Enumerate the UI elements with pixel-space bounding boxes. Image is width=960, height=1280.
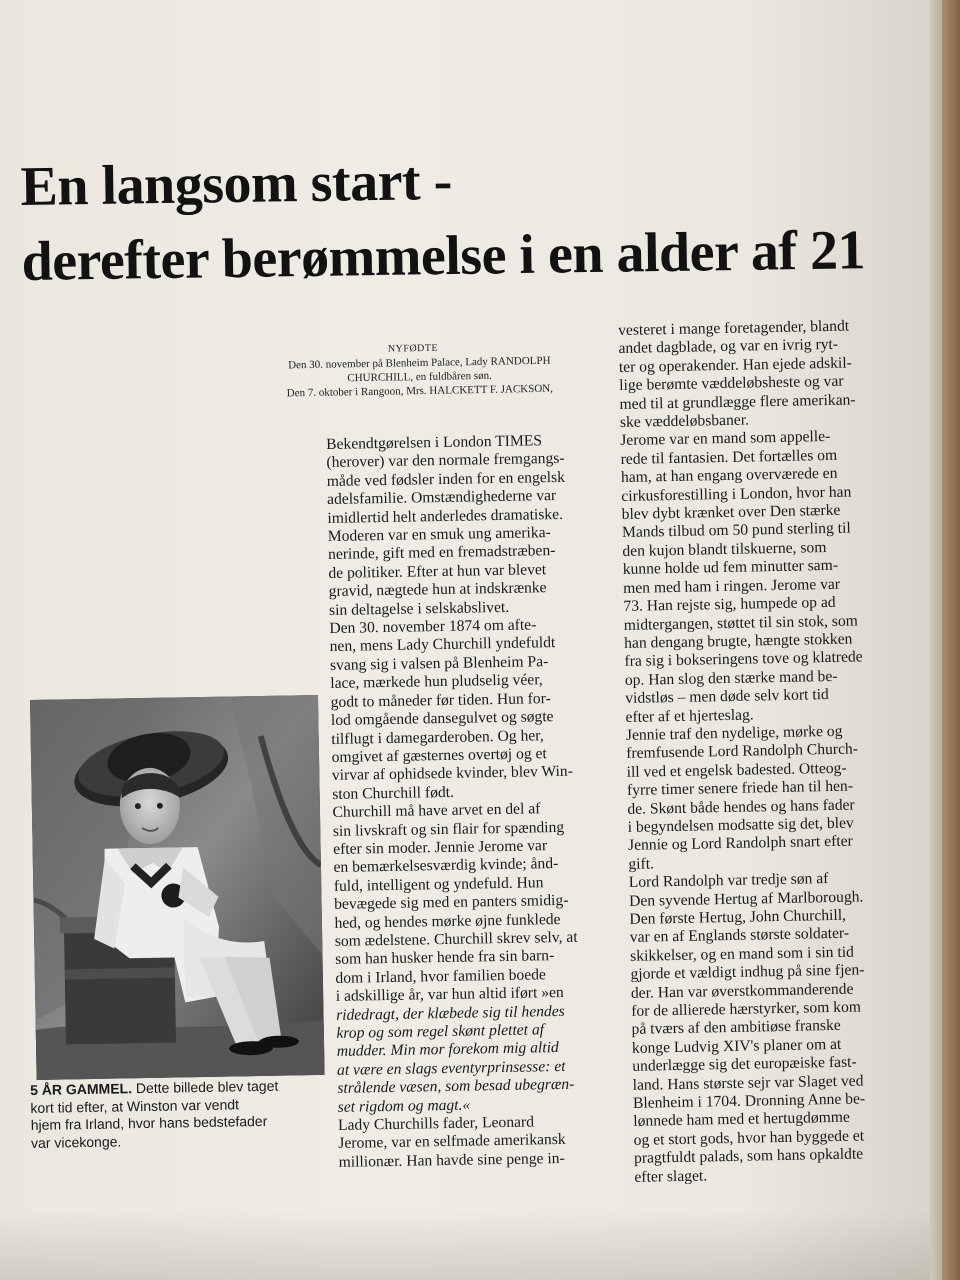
text-line: på tværs af den ambitiøse franske xyxy=(631,1017,841,1039)
text-line-italic: at være en slags eventyrprinsesse: et xyxy=(336,1057,566,1079)
text-line-italic: krop og som regel skønt plettet af xyxy=(336,1021,545,1042)
text-line: imidlertid helt anderledes dramatiske. xyxy=(327,505,564,527)
text-line: Blenheim i 1704. Dronning Anne be- xyxy=(632,1090,866,1112)
text-line: (herover) var den normale fremgangs- xyxy=(326,450,565,472)
notice-line: Den 30. november på Blenheim Palace, Lady RANDOLPH xyxy=(288,354,551,372)
text-line: Moderen var en smuk ung amerika- xyxy=(327,524,551,546)
text-line: land. Hans største sejr var Slaget ved xyxy=(632,1072,864,1094)
page-shadow xyxy=(0,1210,930,1280)
text-line: nerinde, gift med en fremadstræben- xyxy=(327,542,556,564)
text-line: Lord Randolph var tredje søn af xyxy=(628,870,829,892)
caption-line: kort tid efter, at Winston var vendt xyxy=(30,1095,240,1116)
text-line: Jerome, var en selfmade amerikansk xyxy=(338,1131,566,1153)
text-line: rede til fantasien. Det fortælles om xyxy=(620,446,838,468)
text-line: blev dybt krænket over Den stærke xyxy=(621,501,841,524)
text-line: lace, mærkede hun pludselig véer, xyxy=(330,671,543,693)
caption-text: Dette billede blev taget xyxy=(131,1077,279,1097)
text-line: lønnede ham med et hertugdømme xyxy=(633,1109,850,1131)
text-line: tilflugt i damegarderoben. Og her, xyxy=(331,726,544,748)
text-line: lige berømte væddeløbsheste og var xyxy=(619,372,844,395)
text-line: midtergangen, støttet til sin stok, som xyxy=(623,611,858,634)
text-line: andet dagblade, og var en ivrig ryt- xyxy=(618,336,839,358)
text-line: de politiker. Efter at hun var blevet xyxy=(328,561,547,582)
text-line: en bemærkelsesværdig kvinde; ånd- xyxy=(333,855,559,877)
text-line: vidstløs – men døde selv kort tid xyxy=(625,686,829,708)
text-line: sin livskraft og sin flair for spænding xyxy=(332,818,565,840)
text-line-italic: set rigdom og magt.« xyxy=(337,1096,471,1116)
text-line: Jennie traf den nydelige, mørke og xyxy=(625,722,843,744)
caption-line: var vicekonge. xyxy=(30,1132,122,1151)
text-line: den kujon blandt tilskuerne, som xyxy=(622,538,827,560)
text-line: vesteret i mange foretagender, blandt xyxy=(618,317,850,339)
text-line: op. Han slog den stærke mand be- xyxy=(624,667,838,689)
text-line: efter sin moder. Jennie Jerome var xyxy=(333,837,548,858)
article-column-1 xyxy=(326,431,624,1172)
text-line: ston Churchill født. xyxy=(332,783,455,803)
text-line: gift. xyxy=(628,855,655,873)
text-line: cirkusforestilling i London, hvor han xyxy=(621,483,852,505)
text-line: gjorde et vældigt indhug på sine fjen- xyxy=(630,961,865,984)
text-line: omgivet af gæsternes overtøj og et xyxy=(331,745,547,766)
text-line: efter af et hjerteslag. xyxy=(625,706,754,726)
text-line: som han husker hende fra sin barn- xyxy=(334,947,555,969)
headline-line-1: En langsom start - xyxy=(20,149,453,218)
text-line: fremfusende Lord Randolph Church- xyxy=(626,740,859,763)
text-line: som ædelstene. Churchill skrev selv, at xyxy=(334,928,578,950)
text-line: han dengang brugte, hængte stokken xyxy=(624,630,853,652)
text-line: skikkelser, og en mand som i sin tid xyxy=(630,943,855,965)
text-line: men med ham i ringen. Jerome var xyxy=(622,575,841,597)
notice-heading: NYFØDTE xyxy=(387,342,439,355)
text-line: Jerome var en mand som appelle- xyxy=(620,428,831,450)
photo-caption xyxy=(30,1077,323,1152)
childhood-photo xyxy=(30,695,325,1080)
notice-line: CHURCHILL, en fuldbåren søn. xyxy=(347,369,492,385)
text-line: sin deltagelse i selskabslivet. xyxy=(328,598,510,619)
text-line: konge Ludvig XIV's planer om at xyxy=(631,1035,842,1057)
text-line: godt to måneder før tiden. Hun for- xyxy=(330,689,551,711)
text-line: med til at grundlægge flere amerikan- xyxy=(619,391,856,413)
text-line: Den 30. november 1874 om afte- xyxy=(329,616,537,638)
text-line: og et stort gods, hvor han byggede et xyxy=(633,1127,865,1149)
caption-bold-label: 5 ÅR GAMMEL. xyxy=(30,1080,133,1098)
text-line: underlægge sig det europæiske fast- xyxy=(632,1053,857,1076)
text-line: ill ved et engelsk badested. Otteog- xyxy=(626,759,847,781)
text-line: ter og operakender. Han ejede adskil- xyxy=(618,354,852,376)
text-line: ske væddeløbsbaner. xyxy=(619,411,750,432)
text-line-italic: mudder. Min mor forekom mig altid xyxy=(336,1039,559,1061)
text-line: fyrre timer senere friede han til hen- xyxy=(626,777,854,800)
text-line: svang sig i valsen på Blenheim Pa- xyxy=(329,653,549,674)
text-line: fuld, intelligent og yndefuld. Hun xyxy=(333,874,544,895)
caption-line: hjem fra Irland, hvor hans bedstefader xyxy=(30,1112,268,1133)
text-line: i begyndelsen modsatte sig det, blev xyxy=(627,814,854,836)
text-line: millionær. Han havde sine penge in- xyxy=(338,1149,565,1171)
text-line: bevægede sig med en panters smidig- xyxy=(334,891,569,914)
notice-line: Den 7. oktober i Rangoon, Mrs. HALCKETT F. JACKSON, xyxy=(286,382,554,400)
text-line: pragtfuldt palads, som hans opkaldte xyxy=(633,1145,864,1168)
text-line: 73. Han rejste sig, humpede op ad xyxy=(623,593,836,616)
text-line: lod omgående dansegulvet og søgte xyxy=(330,708,554,730)
text-line: Lady Churchills fader, Leonard xyxy=(337,1113,535,1134)
birth-notice xyxy=(250,339,589,401)
text-line: for de allierede hærstyrker, som kom xyxy=(631,998,862,1020)
text-line: Churchill må have arvet en del af xyxy=(332,800,541,822)
text-line: adelsfamilie. Omstændighederne var xyxy=(326,487,557,509)
text-line: de. Skønt både hendes og hans fader xyxy=(627,796,855,818)
text-line-italic: strålende væsen, som besad ubegræn- xyxy=(337,1075,575,1098)
text-line: Bekendtgørelsen i London TIMES xyxy=(326,432,543,453)
text-line-italic: ridedragt, der klæbede sig til hendes xyxy=(335,1002,565,1024)
text-line: der. Han var øverstkommanderende xyxy=(630,980,854,1002)
text-line: Mands tilbud om 50 pund sterling til xyxy=(621,520,851,542)
headline xyxy=(20,137,922,300)
text-line: efter slaget. xyxy=(634,1167,708,1186)
article-column-2 xyxy=(618,316,940,1187)
text-line: Den første Hertug, John Churchill, xyxy=(629,906,847,928)
text-line: virvar af ophidsede kvinder, blev Win- xyxy=(331,763,574,785)
text-line: Jennie og Lord Randolph snart efter xyxy=(627,832,853,855)
text-line: dom i Irland, hvor familien boede xyxy=(335,966,547,987)
text-line: fra sig i bokseringens tove og klatrede xyxy=(624,648,863,671)
headline-line-2: derefter berømmelse i en alder af 21 xyxy=(21,219,866,293)
text-line: kunne holde ud fem minutter sam- xyxy=(622,557,839,579)
text-line: ham, at han engang overværede en xyxy=(620,465,838,487)
text-line: gravid, nægtede hun at indskrænke xyxy=(328,579,547,601)
photo-illustration xyxy=(30,695,325,1080)
text-line: var en af Englands største soldater- xyxy=(629,925,850,947)
text-line: hed, og hendes mørke øjne funklede xyxy=(334,910,561,932)
text-line: i adskillige år, var hun altid iført »en xyxy=(335,984,564,1006)
text-line: nen, mens Lady Churchill yndefuldt xyxy=(329,634,556,656)
text-line: måde ved fødsler inden for en engelsk xyxy=(326,468,566,490)
text-line: Den syvende Hertug af Marlborough. xyxy=(628,887,864,910)
